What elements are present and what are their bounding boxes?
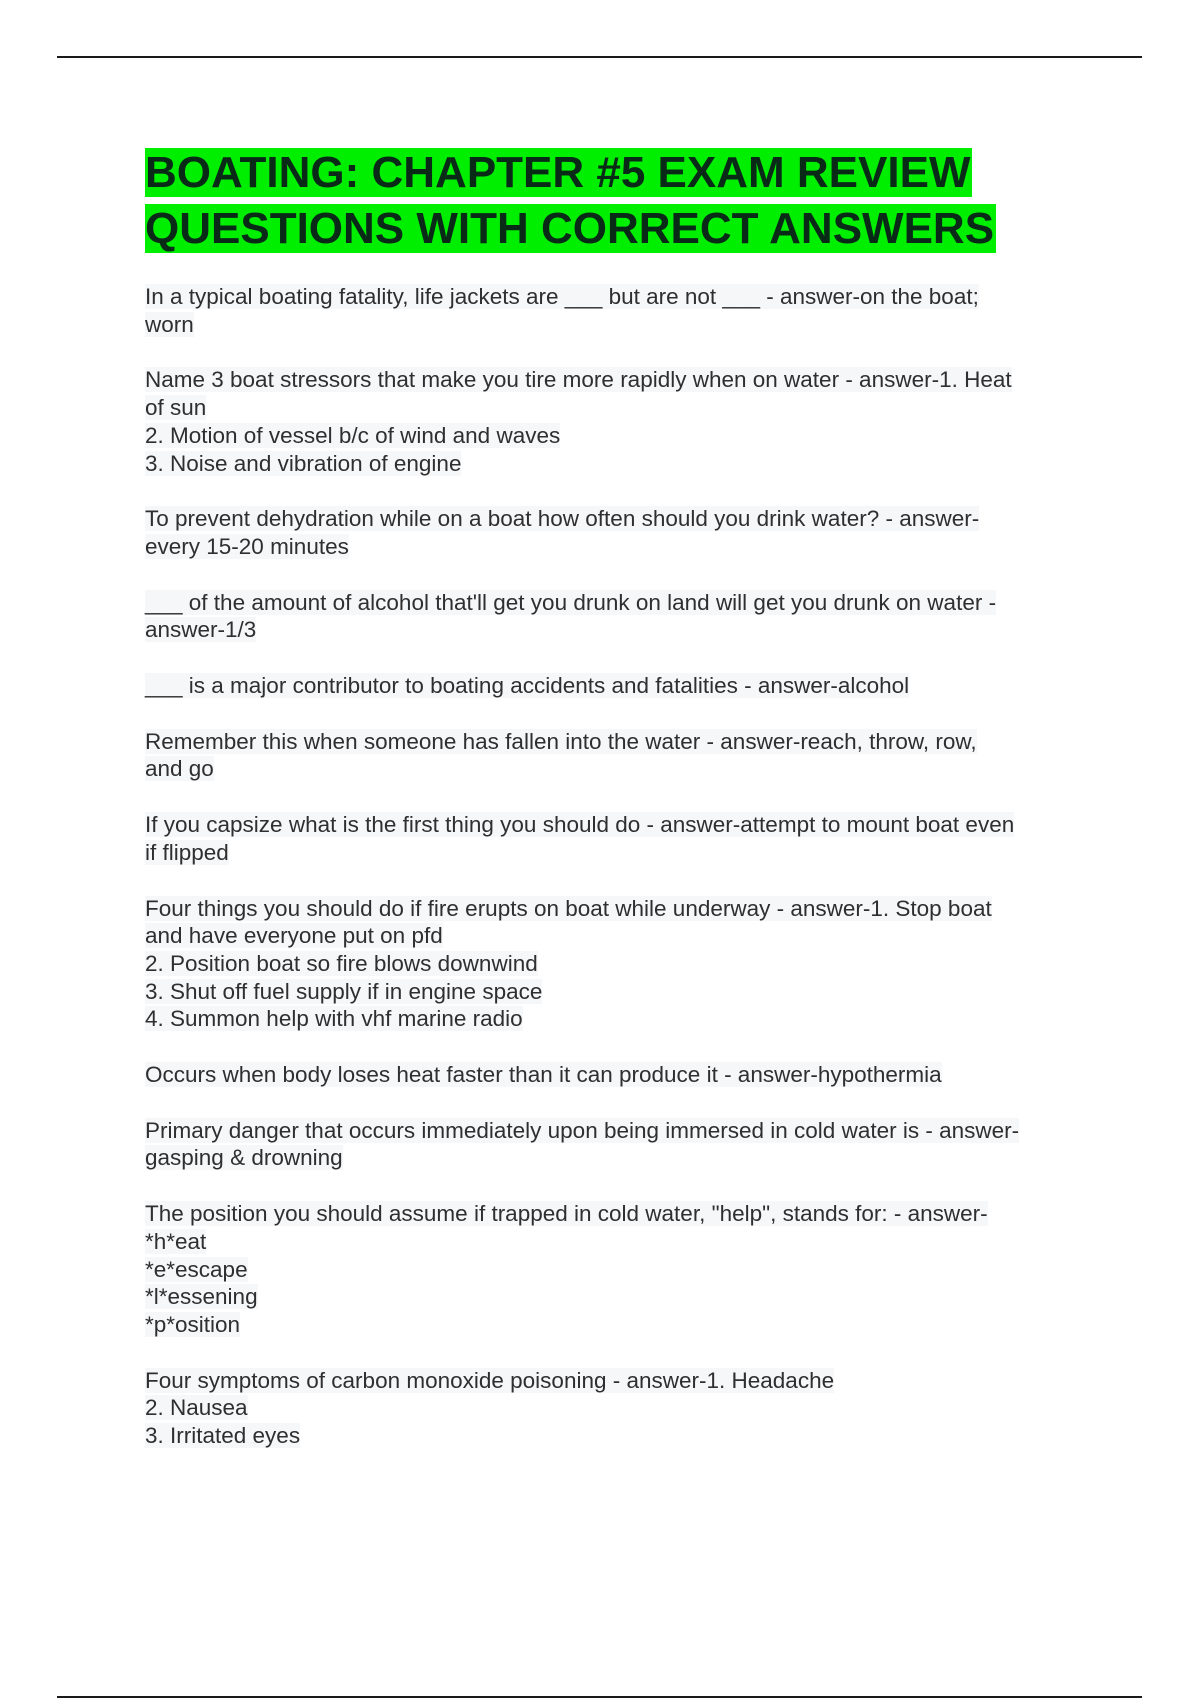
qa-item: [145, 1200, 1090, 1339]
qa-line: [145, 1144, 1090, 1172]
qa-line: [145, 1283, 1090, 1311]
qa-line-text: of sun: [145, 395, 207, 421]
bottom-rule: [57, 1696, 1142, 1698]
qa-line: [145, 755, 1090, 783]
qa-line: [145, 505, 1090, 533]
qa-line-text: *l*essening: [145, 1284, 258, 1310]
qa-line: [145, 811, 1090, 839]
qa-item: [145, 1367, 1090, 1450]
qa-line-text: *e*escape: [145, 1256, 248, 1282]
qa-line-text: worn: [145, 311, 194, 337]
qa-line: [145, 728, 1090, 756]
qa-line-text: *p*osition: [145, 1311, 241, 1337]
qa-item: [145, 1061, 1090, 1089]
qa-item: [145, 366, 1090, 477]
qa-line-text: ___ is a major contributor to boating accidents and fatalities - answer-alcohol: [145, 673, 910, 699]
qa-line: [145, 589, 1090, 617]
qa-line-text: Occurs when body loses heat faster than it can produce it - answer-hypothermia: [145, 1062, 942, 1088]
qa-item: [145, 728, 1090, 783]
qa-line-text: and have everyone put on pfd: [145, 923, 443, 949]
qa-line: [145, 616, 1090, 644]
qa-line: [145, 922, 1090, 950]
qa-line: [145, 895, 1090, 923]
qa-line-text: Name 3 boat stressors that make you tire more rapidly when on water - answer-1. Heat: [145, 367, 1012, 393]
qa-line: [145, 1005, 1090, 1033]
qa-line-text: In a typical boating fatality, life jackets are ___ but are not ___ - answer-on the boat;: [145, 284, 979, 309]
qa-line-text: 3. Irritated eyes: [145, 1423, 301, 1449]
qa-line-text: *h*eat: [145, 1228, 207, 1254]
qa-item: [145, 811, 1090, 866]
document-title-highlight: BOATING: CHAPTER #5 EXAM REVIEW QUESTIONS WITH CORRECT ANSWERS: [145, 148, 995, 253]
qa-line-text: If you capsize what is the first thing you should do - answer-attempt to mount boat even: [145, 812, 1015, 838]
qa-line: [145, 394, 1090, 422]
qa-line-text: 2. Position boat so fire blows downwind: [145, 950, 538, 976]
document-body: [145, 145, 1090, 1478]
qa-item: [145, 895, 1090, 1034]
qa-line: [145, 1394, 1090, 1422]
qa-line-text: Four things you should do if fire erupts on boat while underway - answer-1. Stop boat: [145, 895, 992, 921]
qa-line: [145, 1256, 1090, 1284]
document-title: [145, 145, 1090, 257]
qa-line: [145, 422, 1090, 450]
qa-line: [145, 1367, 1090, 1395]
qa-line: [145, 1228, 1090, 1256]
qa-line: [145, 283, 1090, 311]
qa-line-text: ___ of the amount of alcohol that'll get you drunk on land will get you drunk on water -: [145, 589, 997, 615]
qa-line-text: 4. Summon help with vhf marine radio: [145, 1006, 523, 1032]
qa-line: [145, 839, 1090, 867]
qa-item: [145, 1117, 1090, 1172]
qa-list: [145, 283, 1090, 1450]
qa-line: [145, 450, 1090, 478]
qa-item: [145, 505, 1090, 560]
qa-line-text: answer-1/3: [145, 617, 257, 643]
qa-line-text: 3. Shut off fuel supply if in engine space: [145, 978, 543, 1004]
qa-line: [145, 672, 1090, 700]
qa-line: [145, 1422, 1090, 1450]
qa-line: [145, 978, 1090, 1006]
qa-line: [145, 366, 1090, 394]
qa-item: [145, 672, 1090, 700]
qa-line-text: every 15-20 minutes: [145, 533, 349, 559]
qa-line: [145, 1200, 1090, 1228]
qa-line: [145, 1117, 1090, 1145]
qa-line-text: Four symptoms of carbon monoxide poisoning - answer-1. Headache: [145, 1367, 835, 1393]
qa-line-text: Remember this when someone has fallen into the water - answer-reach, throw, row,: [145, 728, 977, 754]
qa-line: [145, 1061, 1090, 1089]
qa-line-text: Primary danger that occurs immediately upon being immersed in cold water is - answer-: [145, 1117, 1020, 1143]
qa-line-text: 2. Motion of vessel b/c of wind and waves: [145, 422, 561, 448]
qa-line-text: 3. Noise and vibration of engine: [145, 450, 462, 476]
qa-line: [145, 1311, 1090, 1339]
top-rule: [57, 56, 1142, 58]
qa-line-text: To prevent dehydration while on a boat how often should you drink water? - answer-: [145, 506, 980, 532]
qa-line-text: and go: [145, 756, 214, 782]
qa-line: [145, 533, 1090, 561]
qa-line-text: 2. Nausea: [145, 1395, 248, 1421]
qa-line: [145, 311, 1090, 339]
qa-line-text: The position you should assume if trapped in cold water, "help", stands for: - answer-: [145, 1201, 988, 1227]
qa-line-text: gasping & drowning: [145, 1145, 343, 1171]
qa-line: [145, 950, 1090, 978]
qa-item: [145, 589, 1090, 644]
qa-line-text: if flipped: [145, 839, 229, 865]
qa-item: [145, 283, 1090, 338]
